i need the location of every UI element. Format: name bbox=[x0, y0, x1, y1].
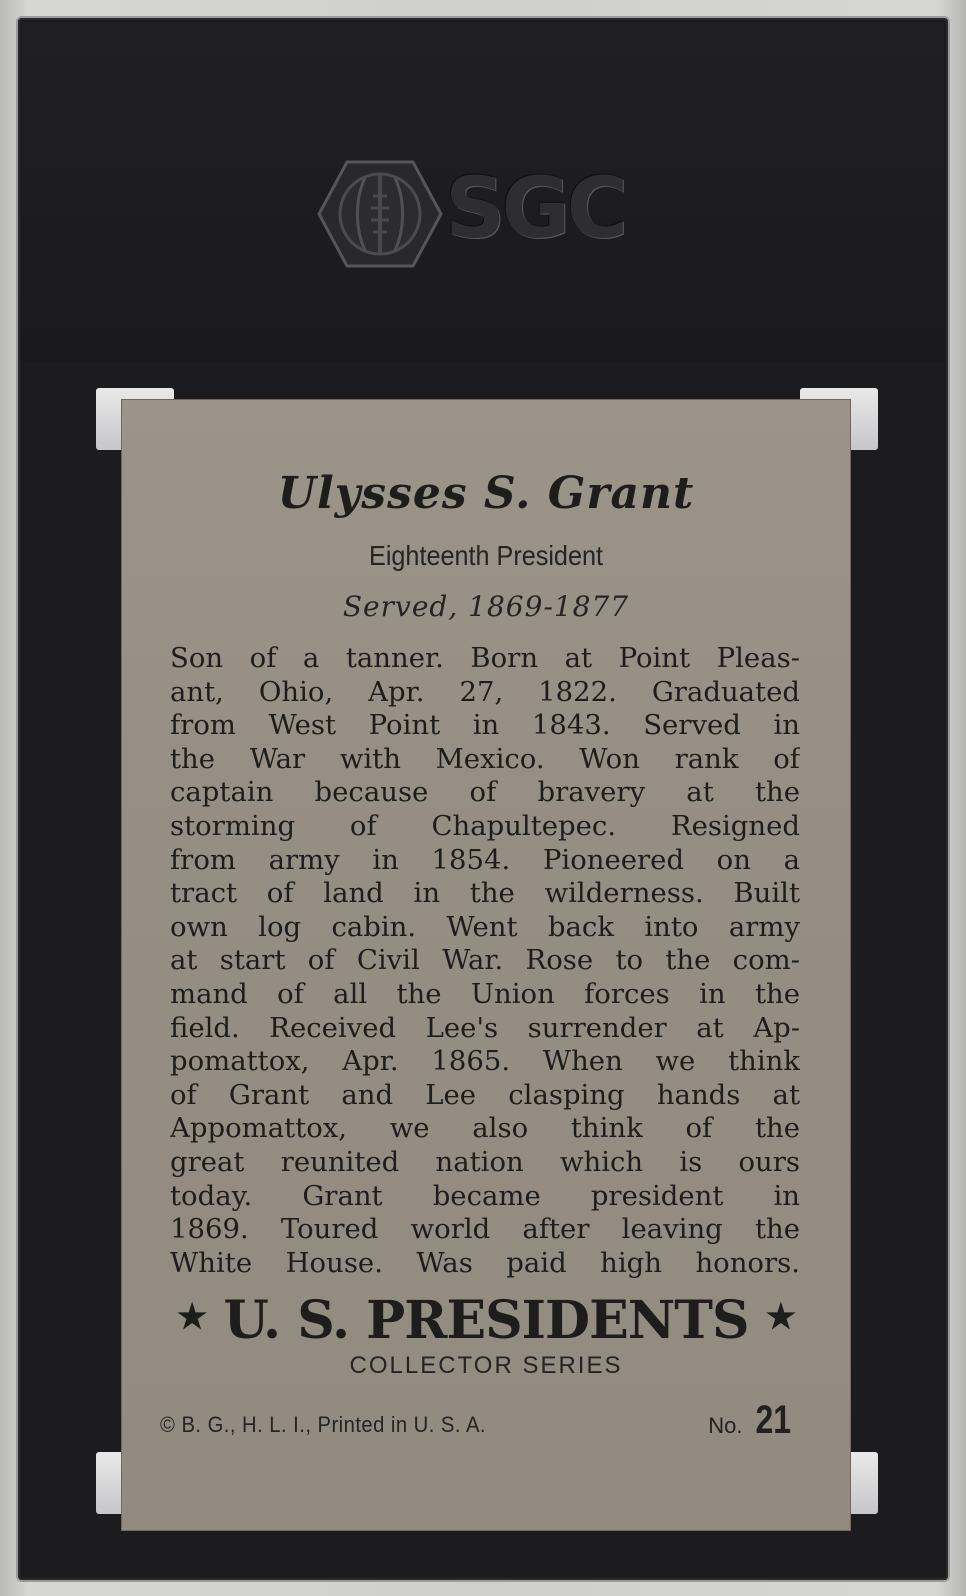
bio-line: great reunited nation which is ours bbox=[170, 1145, 800, 1178]
sgc-emblem-icon bbox=[315, 158, 445, 270]
copyright-notice: © B. G., H. L. I., Printed in U. S. A. bbox=[160, 1412, 486, 1437]
bio-line: storming of Chapultepec. Resigned bbox=[170, 809, 800, 842]
bio-line: today. Grant became president in bbox=[170, 1179, 800, 1212]
bio-line: from West Point in 1843. Served in bbox=[170, 709, 800, 742]
bio-line: 1869. Toured world after leaving the bbox=[170, 1213, 800, 1246]
card-content bbox=[122, 400, 850, 1530]
bio-line: field. Received Lee's surrender at Ap- bbox=[170, 1011, 800, 1044]
card-number bbox=[708, 1398, 795, 1443]
bio-line: from army in 1854. Pioneered on a bbox=[170, 843, 800, 876]
bio-line: Son of a tanner. Born at Point Pleas- bbox=[170, 642, 800, 674]
star-icon: ★ bbox=[765, 1297, 796, 1337]
collector-series-label: COLLECTOR SERIES bbox=[349, 1352, 623, 1379]
bio-line: at start of Civil War. Rose to the com- bbox=[170, 944, 800, 977]
bio-line: mand of all the Union forces in the bbox=[170, 977, 800, 1010]
card-number-value: 21 bbox=[754, 1398, 791, 1442]
star-icon: ★ bbox=[176, 1297, 207, 1337]
bio-line: captain because of bravery at the bbox=[170, 776, 800, 809]
trading-card-back bbox=[122, 400, 850, 1530]
series-title bbox=[122, 1290, 850, 1351]
bio-line: the War with Mexico. Won rank of bbox=[170, 742, 800, 775]
sgc-logo bbox=[315, 158, 655, 270]
series-title-text: U. S. PRESIDENTS bbox=[223, 1290, 749, 1351]
card-subtitle: Eighteenth President bbox=[369, 540, 603, 571]
sgc-logo-text: SGC bbox=[445, 159, 625, 257]
card-biography bbox=[170, 642, 800, 1280]
bio-line: tract of land in the wilderness. Built bbox=[170, 877, 800, 910]
bio-line: of Grant and Lee clasping hands at bbox=[170, 1078, 800, 1111]
bio-line: pomattox, Apr. 1865. When we think bbox=[170, 1045, 800, 1078]
bio-line: White House. Was paid high honors. bbox=[170, 1246, 800, 1279]
bio-line: own log cabin. Went back into army bbox=[170, 910, 800, 943]
card-president-name: Ulysses S. Grant bbox=[277, 468, 695, 519]
card-number-label: No. bbox=[708, 1413, 743, 1438]
bio-line: ant, Ohio, Apr. 27, 1822. Graduated bbox=[170, 675, 800, 708]
bio-line: Appomattox, we also think of the bbox=[170, 1112, 800, 1145]
card-served-years: Served, 1869-1877 bbox=[342, 590, 630, 623]
